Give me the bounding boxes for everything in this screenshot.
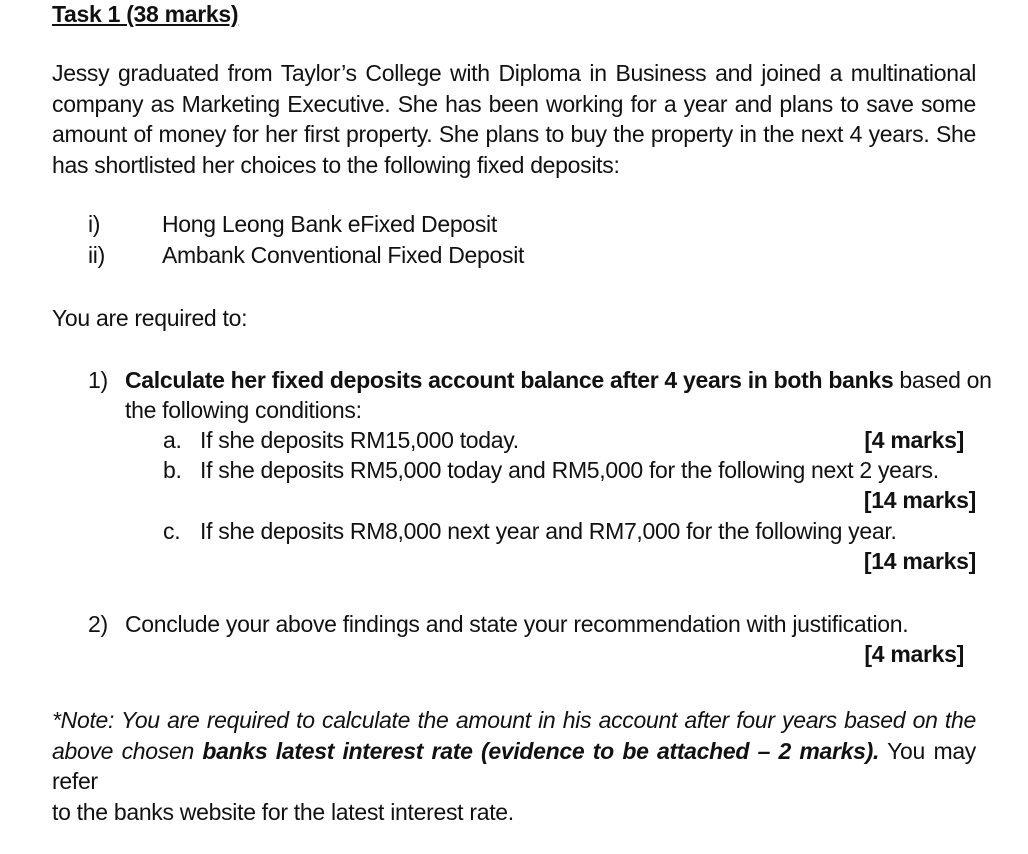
question-2-text: Conclude your above findings and state your recommendation with justification. xyxy=(125,611,909,637)
note-line-1 xyxy=(52,705,976,736)
intro-line-4: has shortlisted her choices to the following fixed deposits: xyxy=(52,151,620,178)
sub-a-text: If she deposits RM15,000 today. xyxy=(200,427,519,453)
note-line-2 xyxy=(52,736,976,797)
question-1-line-1 xyxy=(125,367,992,394)
note-line-2-italic: above chosen xyxy=(52,737,203,764)
intro-paragraph xyxy=(52,58,976,180)
note-line-3: to the banks website for the latest interest rate. xyxy=(52,798,514,825)
sub-c-letter: c. xyxy=(163,518,181,544)
note-line-2-rest: You may refer xyxy=(52,737,977,794)
intro-line-1: Jessy graduated from Taylor’s College with Diploma in Business and joined a multinational xyxy=(52,60,976,86)
sub-a-marks: [4 marks] xyxy=(864,427,964,453)
required-text: You are required to: xyxy=(52,305,248,331)
choice-2-text: Ambank Conventional Fixed Deposit xyxy=(162,242,525,268)
question-2-marks: [4 marks] xyxy=(864,641,964,667)
question-1-bold: Calculate her fixed deposits account balance after 4 years in both banks xyxy=(125,367,894,393)
sub-a-letter: a. xyxy=(163,427,182,453)
task-title: Task 1 (38 marks) xyxy=(52,1,239,27)
sub-b-letter: b. xyxy=(163,457,182,483)
choice-1-text: Hong Leong Bank eFixed Deposit xyxy=(162,211,497,237)
question-2-number: 2) xyxy=(88,611,108,637)
note-paragraph xyxy=(52,705,976,827)
sub-c-text: If she deposits RM8,000 next year and RM7,000 for the following year. xyxy=(200,518,897,544)
note-line-2-bold: banks latest interest rate (evidence to be attached – 2 marks). xyxy=(202,737,880,764)
question-1-rest: based on xyxy=(893,367,992,393)
question-1-line-2: the following conditions: xyxy=(125,397,362,423)
choice-1-number: i) xyxy=(88,211,101,237)
sub-b-text: If she deposits RM5,000 today and RM5,000 for the following next 2 years. xyxy=(200,457,939,483)
question-1-number: 1) xyxy=(88,367,108,393)
note-line-1-text: *Note: You are required to calculate the amount in his account after four years based on the xyxy=(52,707,976,733)
choice-2-number: ii) xyxy=(88,242,105,268)
sub-b-marks: [14 marks] xyxy=(863,487,976,513)
sub-c-marks: [14 marks] xyxy=(863,548,976,574)
intro-line-2: company as Marketing Executive. She has been working for a year and plans to save some xyxy=(52,90,976,117)
intro-line-3: amount of money for her first property. She plans to buy the property in the next 4 years. She xyxy=(52,121,976,147)
